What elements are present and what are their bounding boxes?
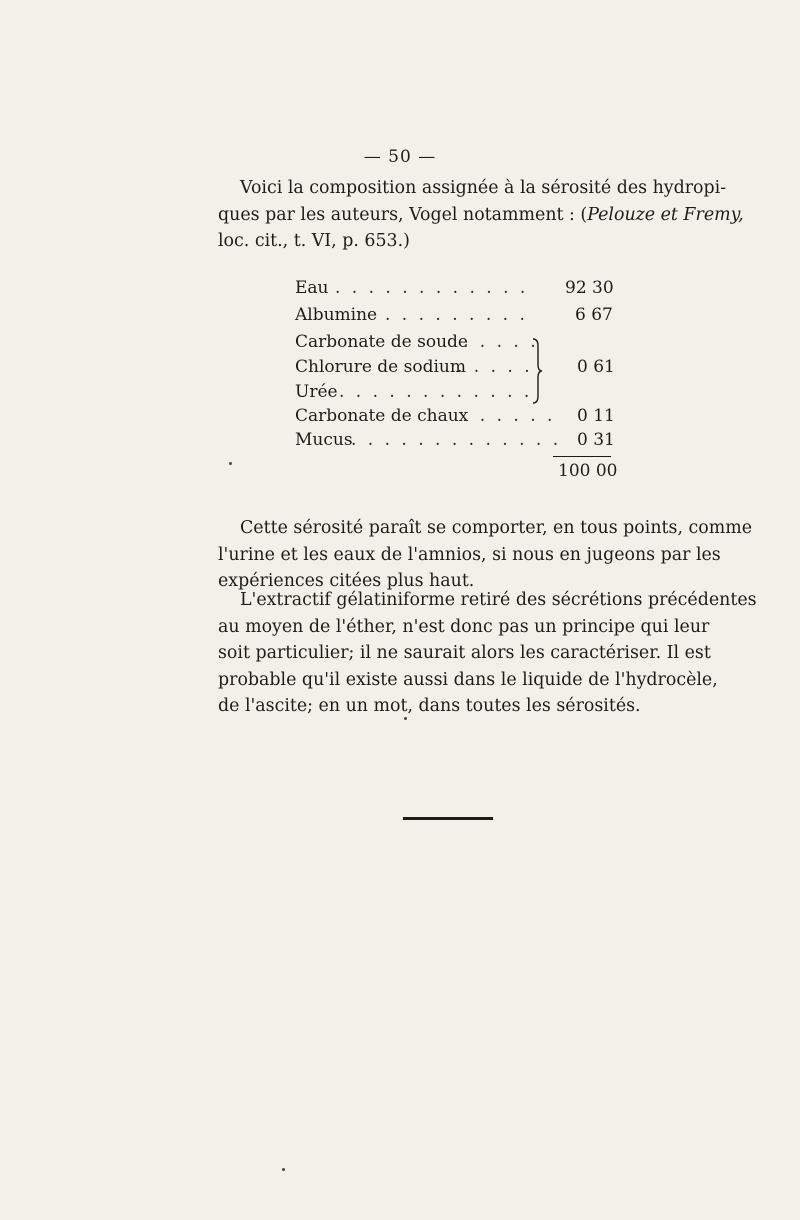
- row-value: 0 31: [577, 430, 615, 450]
- row-label: Eau: [295, 278, 329, 298]
- table-row: [295, 278, 615, 302]
- leader-dots: . . . . . . . . .: [385, 305, 528, 325]
- ink-speck: [229, 462, 232, 465]
- leader-dots: . . . . . .: [463, 406, 556, 426]
- leader-dots: . . . . .: [457, 357, 533, 377]
- row-label: Carbonate de soude: [295, 332, 468, 352]
- intro-line-3: loc. cit., t. VI, p. 653.): [218, 231, 410, 251]
- row-value: 0 61: [577, 357, 615, 377]
- row-value: 0 11: [577, 406, 615, 426]
- para2-line-1: Cette sérosité paraît se comporter, en tous points, comme: [240, 518, 752, 538]
- total-value: 100 00: [558, 461, 618, 481]
- intro-line-1: Voici la composition assignée à la sérosité des hydropi-: [240, 178, 727, 198]
- row-label: Mucus: [295, 430, 353, 450]
- sum-rule: [553, 456, 611, 457]
- row-label: Carbonate de chaux: [295, 406, 469, 426]
- table-row: [295, 332, 615, 356]
- row-label: Urée: [295, 382, 338, 402]
- para3-line-4: probable qu'il existe aussi dans le liquide de l'hydrocèle,: [218, 669, 718, 690]
- para3-line-5: de l'ascite; en un mot, dans toutes les sérosités.: [218, 696, 641, 716]
- para3-line-3: soit particulier; il ne saurait alors les caractériser. Il est: [218, 643, 711, 663]
- row-value: 6 67: [575, 305, 613, 325]
- para3-line-1: L'extractif gélatiniforme retiré des sécrétions précédentes: [240, 590, 757, 610]
- table-row: [295, 430, 615, 454]
- leader-dots: . . . . . . . . . . . . .: [351, 430, 562, 450]
- table-row: [295, 357, 615, 381]
- table-row: [295, 382, 615, 406]
- intro-paragraph: [218, 175, 744, 255]
- ink-speck: [404, 717, 407, 720]
- para2-line-2: l'urine et les eaux de l'amnios, si nous en jugeons par les: [218, 544, 721, 565]
- page-number: — 50 —: [363, 147, 437, 167]
- row-label: Chlorure de sodium: [295, 357, 466, 377]
- leader-dots: . . . . . . . . . . . .: [335, 278, 529, 298]
- intro-line-2-text: ques par les auteurs, Vogel notamment : (: [218, 204, 588, 225]
- ink-speck: [282, 1168, 285, 1171]
- row-value: 92 30: [565, 278, 614, 298]
- citation-authors: Pelouze et Fremy,: [587, 204, 744, 225]
- brace-icon: [531, 338, 543, 404]
- para3-line-2: au moyen de l'éther, n'est donc pas un principe qui leur: [218, 616, 710, 637]
- leader-dots: . . . . .: [463, 332, 539, 352]
- closing-rule: [403, 817, 493, 820]
- table-total-row: [295, 461, 618, 485]
- table-row: [295, 406, 615, 430]
- intro-line-2: [218, 202, 744, 229]
- leader-dots: . . . . . . . . . . . .: [339, 382, 533, 402]
- paragraph-extractive: [218, 587, 757, 720]
- row-label: Albumine: [295, 305, 378, 325]
- table-row: [295, 305, 615, 329]
- paragraph-comparison: [218, 515, 752, 595]
- para2-line-3: expériences citées plus haut.: [218, 571, 475, 591]
